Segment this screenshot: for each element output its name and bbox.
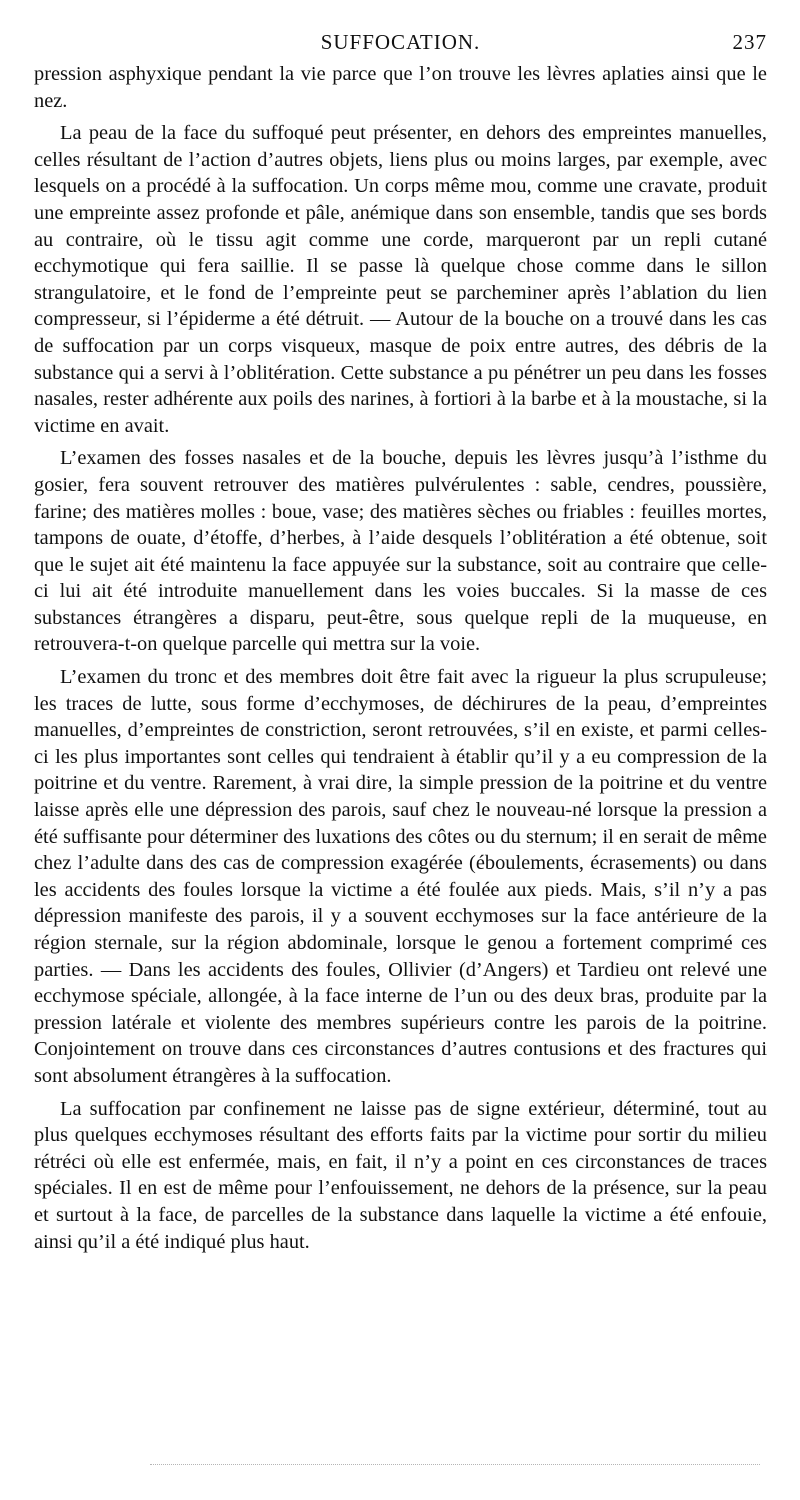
paragraph-confinement: La suffocation par confinement ne laisse pas de signe extérieur, déterminé, tout au plus quelques ecchymoses résultant des efforts faits par la victime pour sortir du milieu rétréci où elle est enfermée, mais, en fait, il n’y a point en ces circonstances de traces spéciales. Il en est de même pour l’enfouissement, ne dehors de la présence, sur la peau et surtout à la face, de parcelles de la substance dans laquelle la victime a été enfouie, ainsi qu’il a été indiqué plus haut. [34, 1097, 767, 1253]
paragraph-trunk-limbs-exam: L’examen du tronc et des membres doit être fait avec la rigueur la plus scrupuleuse; les traces de lutte, sous forme d’ecchymoses, de déchirures de la peau, d’empreintes manuelles, d’empreintes de constriction, seront retrouvées, s’il en existe, et parmi celles-ci les plus importantes sont celles qui tendraient à établir qu’il y a eu compression de la poitrine et du ventre. Rarement, à vrai dire, la simple pression de la poitrine et du ventre laisse après elle une dépression des parois, sauf chez le nouveau-né lorsque la pression a été suffisante pour déterminer des luxations des côtes ou du sternum; il en serait de même chez l’adulte dans des cas de compression exagérée (éboulements, écrasements) ou dans les accidents des foules lorsque la victime a été foulée aux pieds. Mais, s’il n’y a pas dépression manifeste des parois, il y a souvent ecchymoses sur la face antérieure de la région sternale, sur la région abdominale, lorsque le genou a fortement comprimé ces parties. — Dans les accidents des foules, Ollivier (d’Angers) et Tardieu ont relevé une ecchymose spéciale, allongée, à la face interne de l’un ou des deux bras, produite par la pression latérale et violente des membres supérieurs contre les parois de la poitrine. Conjointement on trouve dans ces circonstances d’autres contusions et des fractures qui sont absolument étrangères à la suffocation. [34, 666, 767, 1087]
paragraph-continuation: pression asphyxique pendant la vie parce que l’on trouve les lèvres aplaties ainsi que le nez. [34, 63, 767, 112]
paragraph-nasal-oral-exam: L’examen des fosses nasales et de la bouche, depuis les lèvres jusqu’à l’isthme du gosier, fera souvent retrouver des matières pulvérulentes : sable, cendres, poussière, farine; des matières molles : boue, vase; des matières sèches ou friables : feuilles mortes, tampons de ouate, d’étoffe, d’herbes, à l’aide desquels l’oblitération a été obtenue, soit que le sujet ait été maintenu la face appuyée sur la substance, soit au contraire que celle-ci lui ait été introduite manuellement dans les voies buccales. Si la masse de ces substances étrangères a disparu, peut-être, sous quelque repli de la muqueuse, en retrouvera-t-on quelque parcelle qui mettra sur la voie. [34, 447, 767, 656]
paragraph-facial-imprints: La peau de la face du suffoqué peut présenter, en dehors des empreintes manuelles, celles résultant de l’action d’autres objets, liens plus ou moins larges, par exemple, avec lesquels on a procédé à la suffocation. Un corps même mou, comme une cravate, produit une empreinte assez profonde et pâle, anémique dans son ensemble, tandis que ses bords au contraire, où le tissu agit comme une corde, marqueront par un repli cutané ecchymotique qui fera saillie. Il se passe là quelque chose comme dans le sillon strangulatoire, et le fond de l’empreinte peut se parcheminer après l’ablation du lien compresseur, si l’épiderme a été détruit. — Autour de la bouche on a trouvé dans les cas de suffocation par un corps visqueux, masque de poix entre autres, des débris de la substance qui a servi à l’oblitération. Cette substance a pu pénétrer un peu dans les fosses nasales, rester adhérente aux poils des narines, à fortiori à la barbe et à la moustache, si la victime en avait. [34, 122, 767, 437]
footer-rule [150, 1464, 760, 1466]
running-title: SUFFOCATION. [320, 30, 481, 54]
running-head [34, 30, 767, 58]
body-text [34, 61, 767, 1255]
page-number: 237 [732, 30, 767, 54]
